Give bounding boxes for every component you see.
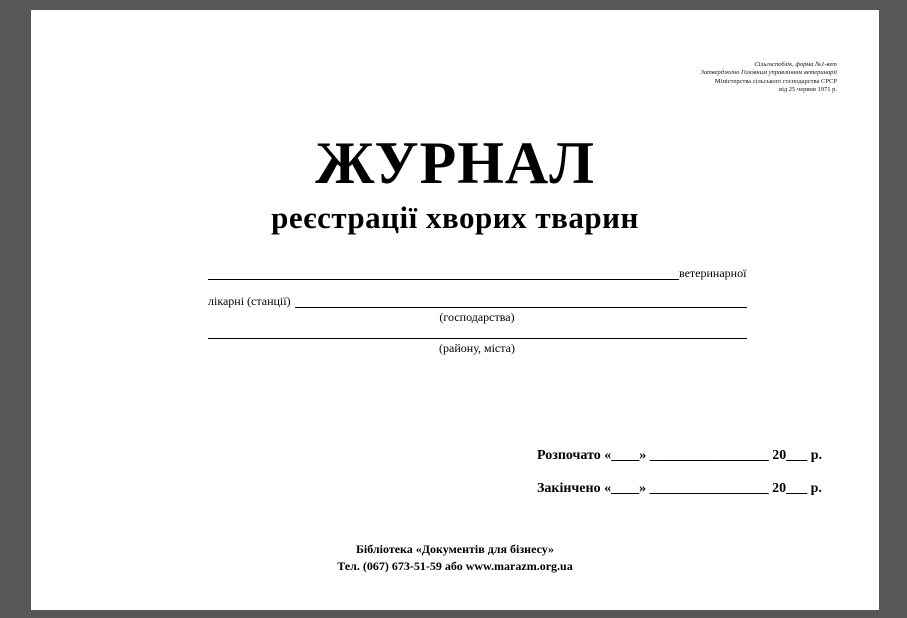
form-stamp-line: Затверджено Головним управлінням ветеринарії: [700, 69, 837, 77]
form-stamp-line: Міністерства сільського господарства СРСР: [714, 77, 837, 85]
form-stamp-line: від 25 червня 1971 р.: [779, 86, 837, 94]
vet-suffix-label: ветеринарної: [679, 266, 747, 280]
clinic-prefix-label: лікарні (станції): [208, 294, 291, 308]
form-stamp-line: Сільгоспоблік, форма №1-вет: [754, 61, 837, 68]
footer-contacts: Тел. (067) 673-51-59 або www.marazm.org.ua: [337, 559, 573, 573]
footer-library: Бібліотека «Документів для бізнесу»: [355, 542, 555, 556]
form-stamp: [701, 61, 837, 95]
district-line: [208, 338, 747, 339]
finished-date-row: Закінчено «____» _________________ 20___ р.: [537, 481, 822, 496]
district-hint: (району, міста): [439, 341, 515, 355]
document-page: [31, 10, 879, 610]
farm-name-line: [295, 307, 747, 308]
started-date-row: Розпочато «____» _________________ 20___ р.: [537, 448, 823, 463]
vet-name-line: [208, 279, 679, 280]
journal-title: ЖУРНАЛ: [315, 130, 595, 196]
farm-hint: (господарства): [439, 310, 515, 324]
journal-subtitle: реєстрації хворих тварин: [271, 200, 639, 235]
